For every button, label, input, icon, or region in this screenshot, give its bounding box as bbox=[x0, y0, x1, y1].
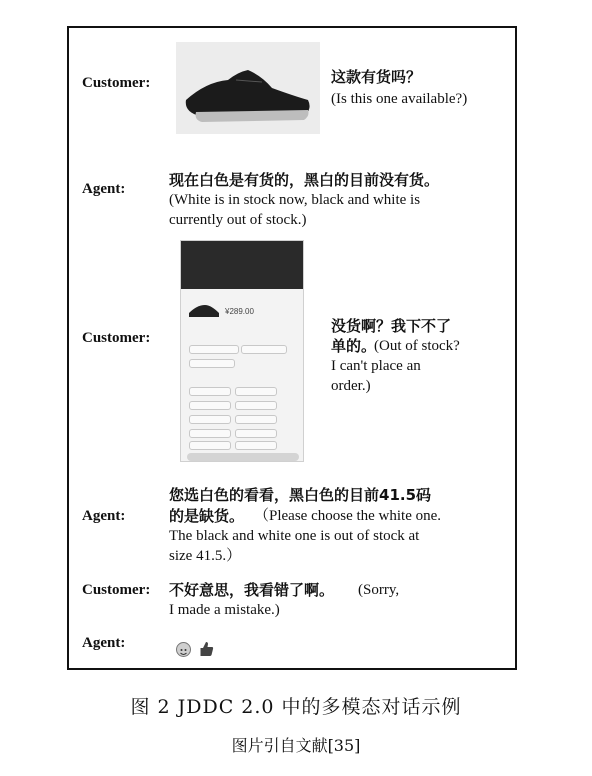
phone-screenshot bbox=[180, 240, 304, 462]
option-chip bbox=[235, 441, 277, 450]
option-chip bbox=[235, 401, 277, 410]
option-chip bbox=[189, 429, 231, 438]
shoe-image bbox=[176, 42, 320, 134]
option-chip bbox=[235, 415, 277, 424]
message-en: (Is this one available?) bbox=[331, 91, 468, 107]
option-chip bbox=[235, 387, 277, 396]
option-chip bbox=[189, 345, 239, 354]
smile-face-icon bbox=[176, 642, 191, 657]
message-zh: 没货啊？我下不了 bbox=[331, 317, 452, 335]
message-en: (Out of stock? bbox=[374, 338, 460, 354]
message-en: I can't place an bbox=[331, 358, 421, 374]
message-en: （Please choose the white one. bbox=[254, 508, 442, 524]
confirm-bar bbox=[187, 453, 299, 461]
message-zh: 的是缺货。 bbox=[169, 507, 245, 525]
message-en: currently out of stock.) bbox=[169, 212, 307, 228]
phone-header bbox=[181, 241, 303, 289]
option-chip bbox=[189, 441, 231, 450]
message-en: (Sorry, bbox=[358, 582, 400, 598]
speaker-label: Customer: bbox=[82, 330, 151, 346]
speaker-label: Agent: bbox=[82, 181, 126, 197]
figure-caption: 图 2 JDDC 2.0 中的多模态对话示例 bbox=[130, 696, 462, 718]
message-en: The black and white one is out of stock at bbox=[169, 528, 420, 544]
figure-source: 图片引自文献[35] bbox=[231, 736, 361, 755]
option-chip bbox=[189, 415, 231, 424]
speaker-label: Agent: bbox=[82, 508, 126, 524]
speaker-label: Customer: bbox=[82, 582, 151, 598]
message-zh: 不好意思，我看错了啊。 bbox=[169, 581, 335, 599]
sneaker-icon bbox=[176, 42, 320, 134]
message-zh: 现在白色是有货的，黑白的目前没有货。 bbox=[169, 171, 440, 189]
option-chip bbox=[189, 387, 231, 396]
option-chip bbox=[235, 429, 277, 438]
message-zh: 单的。 bbox=[331, 337, 377, 355]
thumbs-up-icon bbox=[200, 641, 214, 657]
message-zh: 这款有货吗？ bbox=[331, 68, 422, 86]
message-zh: 您选白色的看看，黑白色的目前41.5码 bbox=[169, 486, 432, 504]
option-chip bbox=[241, 345, 287, 354]
message-en: size 41.5.） bbox=[169, 548, 242, 564]
option-chip bbox=[189, 401, 231, 410]
phone-price: ¥289.00 bbox=[225, 307, 254, 316]
speaker-label: Agent: bbox=[82, 635, 126, 651]
option-chip bbox=[189, 359, 235, 368]
sneaker-thumbnail-icon bbox=[187, 299, 221, 321]
message-en: (White is in stock now, black and white is bbox=[169, 192, 421, 208]
speaker-label: Customer: bbox=[82, 75, 151, 91]
message-en: I made a mistake.) bbox=[169, 602, 280, 618]
message-en: order.) bbox=[331, 378, 371, 394]
